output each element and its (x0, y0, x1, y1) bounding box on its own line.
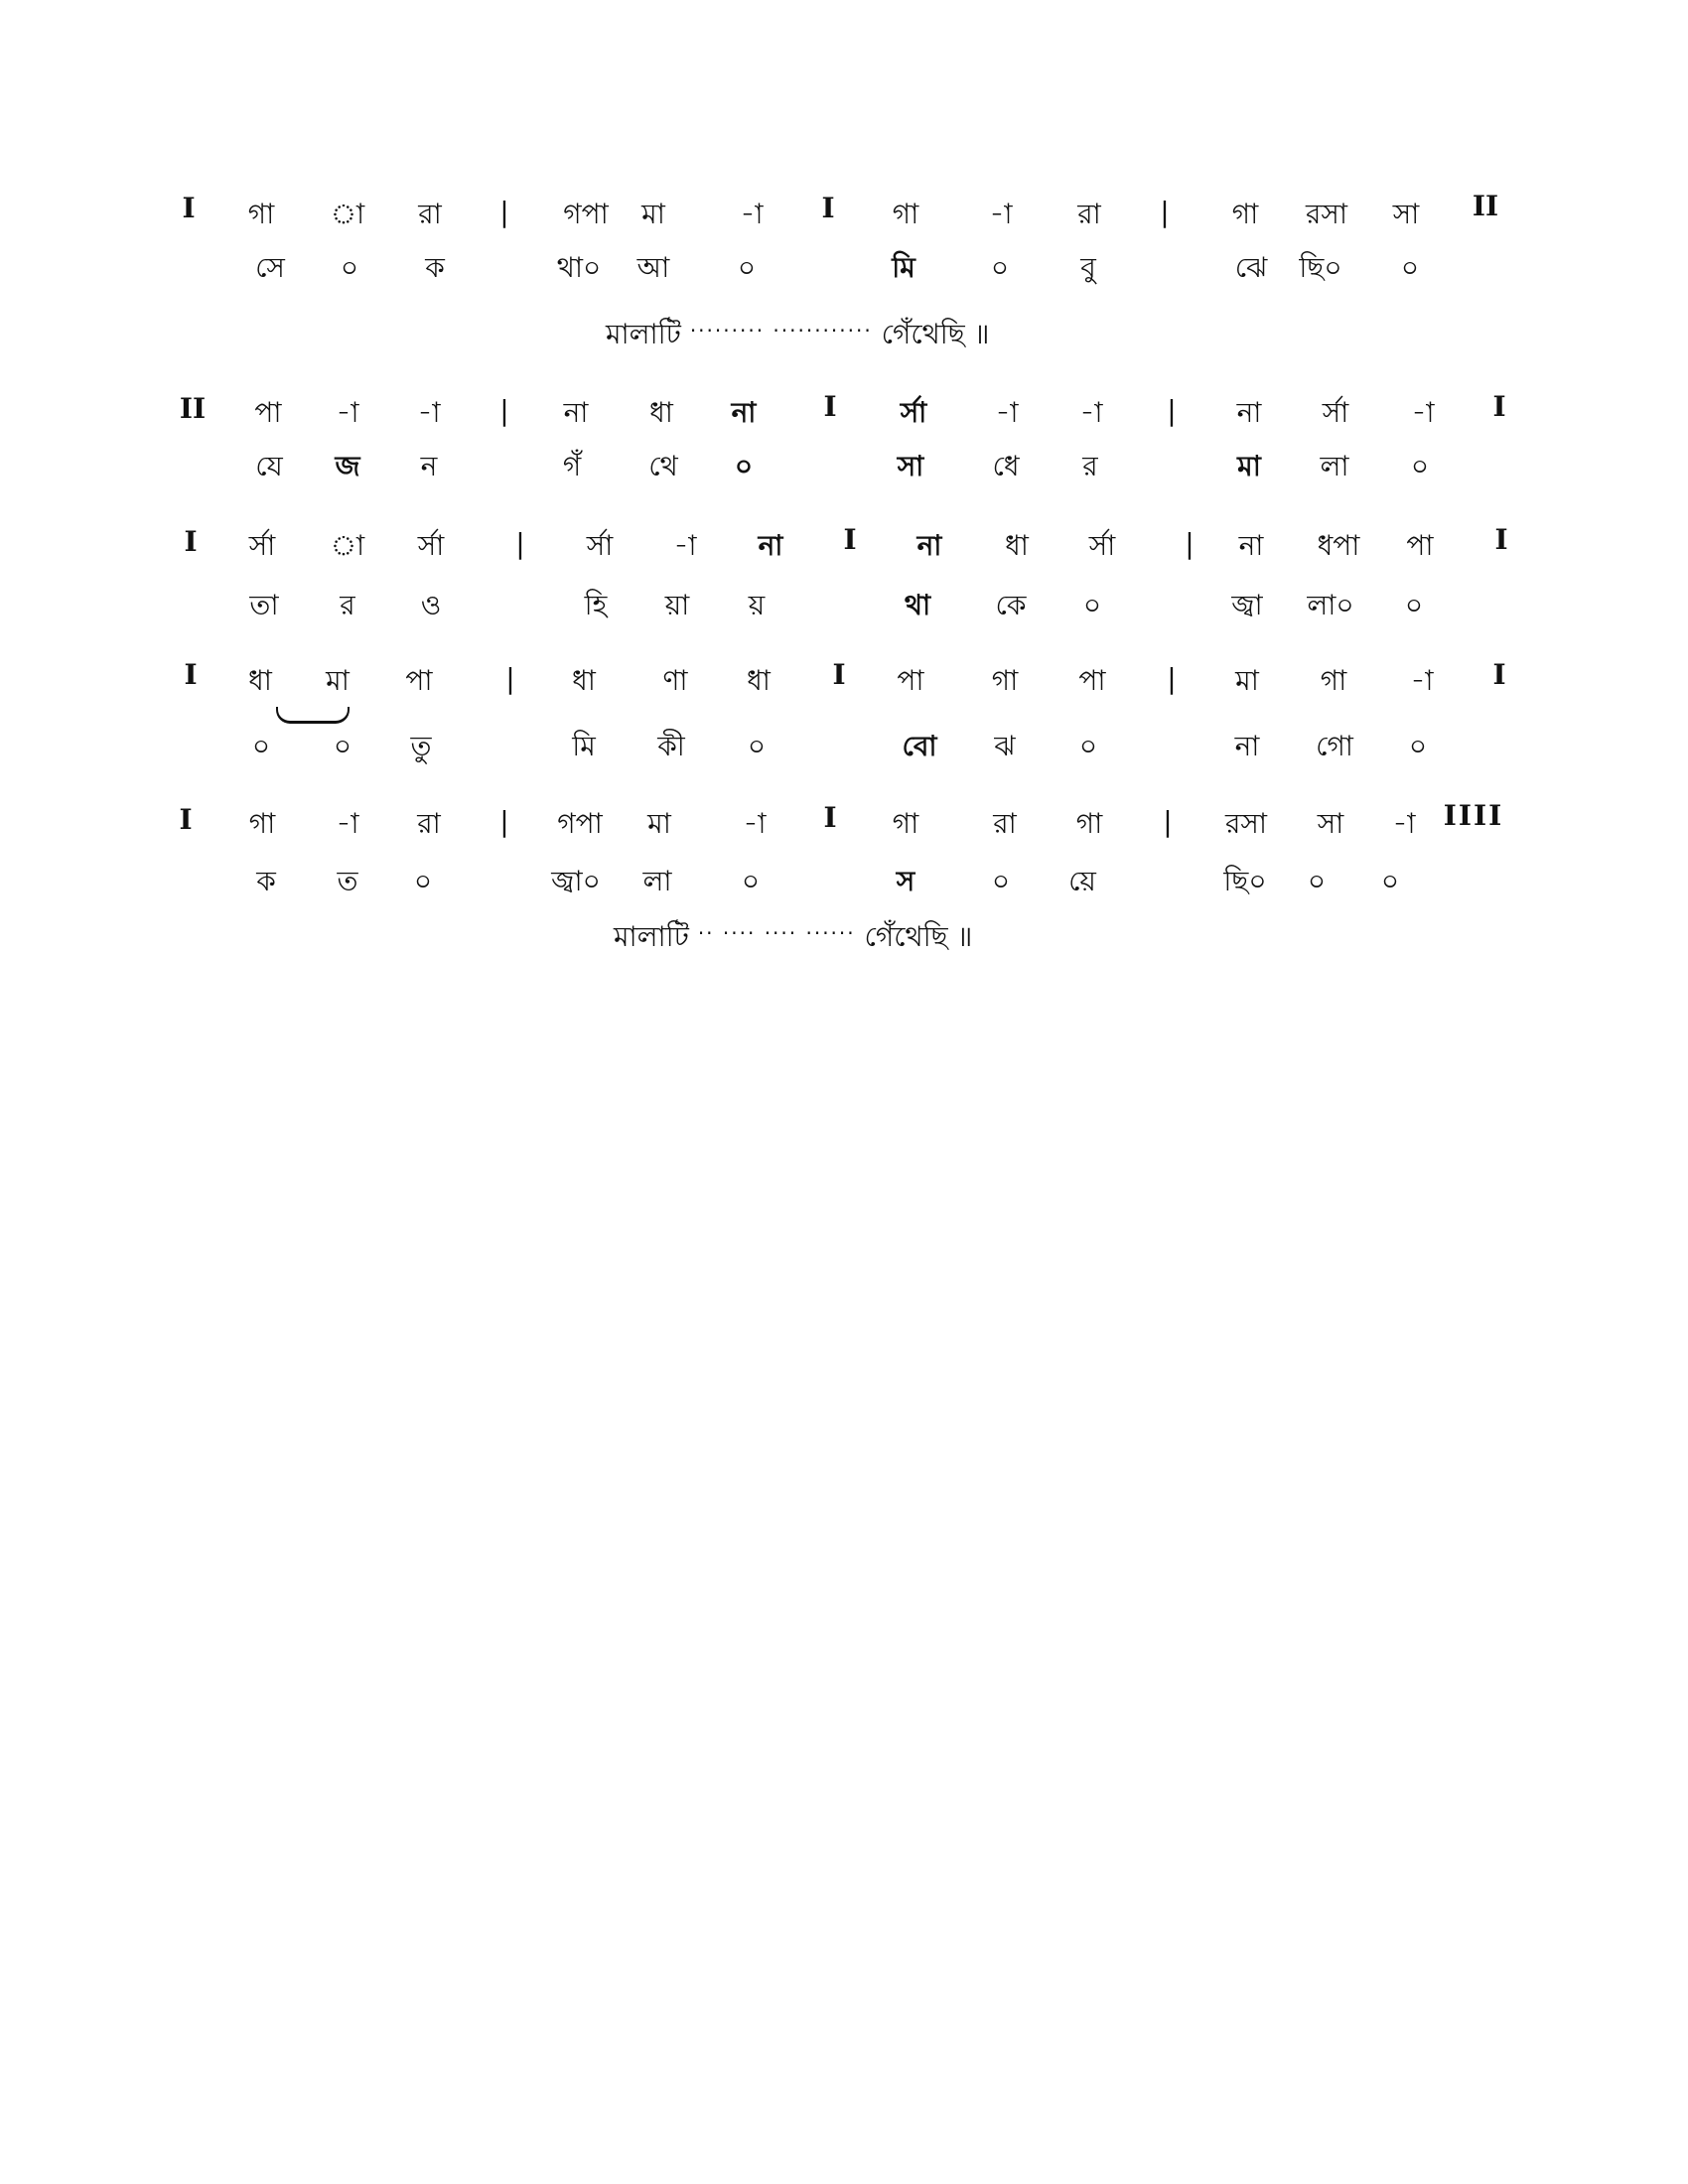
lyric: হি (584, 589, 608, 621)
note: না (1236, 396, 1262, 429)
barline: | (1160, 196, 1170, 228)
barline: I (182, 192, 196, 224)
lyric: ০ (747, 730, 767, 762)
note: ধা (572, 664, 596, 697)
note: -া (1411, 396, 1435, 429)
barline: I (843, 523, 857, 556)
barline: | (1167, 662, 1177, 695)
note: ধা (1005, 529, 1029, 562)
lyric: র (1082, 450, 1098, 482)
lyric: মা (1237, 450, 1261, 482)
lyric: ঝ (994, 730, 1016, 762)
refrain-start: মালাটি (606, 318, 681, 350)
note: র্সা (586, 529, 614, 562)
lyric: ০ (413, 865, 433, 897)
lyric: ত (337, 865, 358, 897)
lyric: বো (902, 730, 937, 762)
lyric: থা০ (556, 251, 602, 284)
lyric: ০ (1082, 589, 1102, 621)
barline: | (1167, 394, 1177, 427)
lyric: কে (995, 589, 1027, 621)
barline: I (184, 658, 198, 691)
lyric: ছি০ (1299, 251, 1342, 284)
note: া (330, 529, 365, 562)
lyric: গঁ (562, 450, 582, 482)
lyric: মি (892, 251, 915, 284)
note: না (916, 529, 942, 562)
refrain-line-1 (606, 313, 989, 352)
note: র্সা (900, 396, 927, 429)
refrain-line-2 (614, 915, 972, 955)
lyric: ০ (251, 730, 271, 762)
lyric: লা (1320, 450, 1349, 482)
note: ধা (649, 396, 673, 429)
note: রা (1077, 198, 1101, 230)
note: গপা (563, 198, 609, 230)
note: র্সা (1322, 396, 1349, 429)
lyric: ০ (991, 865, 1011, 897)
note: পা (1406, 529, 1434, 562)
barline: II (1472, 190, 1499, 222)
note: গা (892, 198, 919, 230)
barline: IIII (1443, 799, 1504, 832)
lyric: র (340, 589, 355, 621)
note: মা (641, 198, 665, 230)
refrain-dots: ········· ············ (689, 319, 873, 342)
barline: I (832, 658, 846, 691)
lyric: জ্বা০ (551, 865, 601, 897)
lyric: লা (642, 865, 672, 897)
slur-mark (276, 707, 350, 724)
barline: | (499, 805, 509, 838)
note: -া (417, 396, 441, 429)
lyric: য়ে (1068, 865, 1096, 897)
lyric: তু (410, 730, 432, 762)
lyric: ০ (1400, 251, 1420, 284)
note: -া (336, 396, 359, 429)
lyric: আ (636, 251, 670, 284)
note: া (330, 198, 365, 230)
note: -া (1079, 396, 1103, 429)
barline: I (1494, 523, 1508, 556)
note: গপা (557, 807, 603, 840)
note: ণা (662, 664, 688, 697)
note: পা (405, 664, 433, 697)
barline: I (179, 803, 193, 836)
barline: | (499, 196, 509, 228)
lyric: ০ (1404, 589, 1424, 621)
note: না (563, 396, 589, 429)
note: সা (1392, 198, 1420, 230)
note: মা (647, 807, 671, 840)
note: -া (989, 198, 1013, 230)
note: না (758, 529, 783, 562)
note: রা (418, 198, 442, 230)
lyric: ০ (1408, 730, 1428, 762)
note: -া (1410, 664, 1434, 697)
lyric: ক (425, 251, 445, 284)
note: না (1238, 529, 1264, 562)
note: -া (336, 807, 359, 840)
note: সা (1317, 807, 1344, 840)
note: র্সা (417, 529, 445, 562)
lyric: সা (897, 450, 924, 482)
refrain-dots: ·· ···· ···· ······ (697, 921, 856, 945)
note: মা (1235, 664, 1259, 697)
lyric: লা০ (1307, 589, 1354, 621)
lyric: ০ (333, 730, 352, 762)
lyric: বু (1080, 251, 1096, 284)
barline: | (515, 527, 525, 560)
note: গা (248, 807, 276, 840)
note: পা (897, 664, 924, 697)
note: র্সা (1088, 529, 1116, 562)
barline: I (823, 390, 837, 423)
lyric: ০ (734, 450, 754, 482)
refrain-start: মালাটি (614, 920, 689, 953)
note: ধপা (1317, 529, 1360, 562)
note: -া (995, 396, 1019, 429)
note: -া (673, 529, 697, 562)
lyric: ক (256, 865, 276, 897)
lyric: ০ (741, 865, 761, 897)
note: না (731, 396, 757, 429)
note: -া (1392, 807, 1416, 840)
note: রসা (1305, 198, 1348, 230)
note: র্সা (248, 529, 276, 562)
lyric: ও (420, 589, 442, 621)
lyric: ০ (1307, 865, 1327, 897)
lyric: স (896, 865, 915, 897)
note: গা (1075, 807, 1103, 840)
note: -া (740, 198, 764, 230)
lyric: সে (255, 251, 285, 284)
lyric: থা (904, 589, 931, 621)
lyric: ছি০ (1223, 865, 1267, 897)
lyric: থে (648, 450, 678, 482)
lyric: ০ (340, 251, 359, 284)
lyric: য়া (664, 589, 690, 621)
barline: I (823, 801, 837, 834)
lyric: ন (420, 450, 438, 482)
lyric: তা (249, 589, 279, 621)
lyric: না (1234, 730, 1260, 762)
note: পা (1078, 664, 1106, 697)
barline: II (179, 392, 207, 425)
lyric: য় (748, 589, 766, 621)
barline: | (499, 394, 509, 427)
lyric: ০ (1410, 450, 1430, 482)
barline: I (1492, 658, 1506, 691)
note: গা (1320, 664, 1347, 697)
note: মা (326, 664, 350, 697)
note: রা (993, 807, 1017, 840)
note: রা (417, 807, 441, 840)
note: গা (247, 198, 275, 230)
note: গা (892, 807, 919, 840)
lyric: জ্বা (1231, 589, 1263, 621)
barline: | (505, 662, 515, 695)
barline: I (1492, 390, 1506, 423)
barline: I (184, 525, 198, 558)
lyric: ০ (1078, 730, 1098, 762)
note: গা (1231, 198, 1259, 230)
lyric: কী (657, 730, 685, 762)
barline: | (1163, 805, 1173, 838)
note: ধা (747, 664, 771, 697)
refrain-end: গেঁথেছি ॥ (864, 920, 973, 953)
lyric: গো (1316, 730, 1353, 762)
lyric: যে (255, 450, 283, 482)
note: ধা (248, 664, 272, 697)
lyric: ০ (990, 251, 1010, 284)
lyric: জ (335, 450, 360, 482)
note: রসা (1224, 807, 1268, 840)
lyric: ঝে (1234, 251, 1268, 284)
lyric: ধে (992, 450, 1020, 482)
lyric: ০ (737, 251, 757, 284)
refrain-end: গেঁথেছি ॥ (881, 318, 990, 350)
note: পা (254, 396, 282, 429)
lyric: মি (572, 730, 596, 762)
barline: I (821, 192, 835, 224)
note: গা (991, 664, 1019, 697)
lyric: ০ (1380, 865, 1400, 897)
note: -া (743, 807, 767, 840)
barline: | (1185, 527, 1195, 560)
